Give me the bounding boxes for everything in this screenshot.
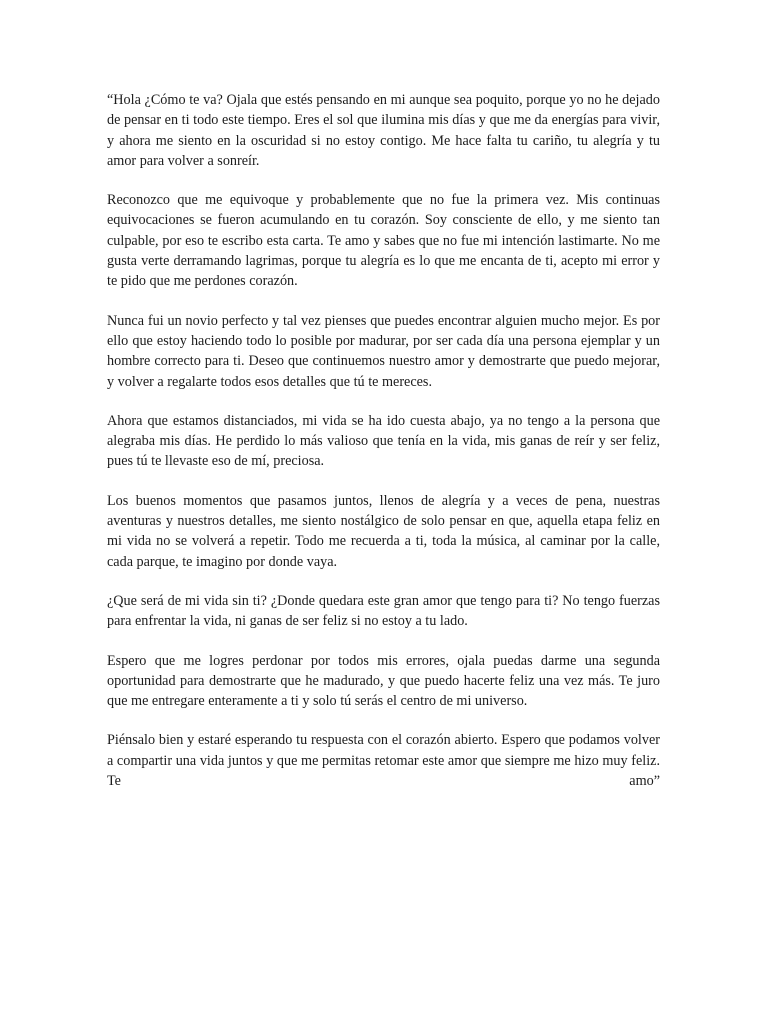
paragraph-closing: Piénsalo bien y estaré esperando tu respuesta con el corazón abierto. Espero que podamos volver a compartir una vida juntos y que me permitas retomar este amor que siempre me hizo muy feliz. Te amo” bbox=[107, 732, 660, 790]
letter-body bbox=[107, 90, 660, 810]
paragraph-questions: ¿Que será de mi vida sin ti? ¿Donde quedara este gran amor que tengo para ti? No tengo fuerzas para enfrentar la vida, ni ganas de ser feliz si no estoy a tu lado. bbox=[107, 592, 660, 630]
paragraph-greeting: “Hola ¿Cómo te va? Ojala que estés pensando en mi aunque sea poquito, porque yo no he dejado de pensar en ti todo este tiempo. Eres el sol que ilumina mis días y que me da energías para vivir, y ahora me siento en la oscuridad si no estoy contigo. Me hace falta tu cariño, tu alegría y tu amor para volver a sonreír. bbox=[107, 92, 660, 169]
paragraph-forgiveness: Espero que me logres perdonar por todos mis errores, ojala puedas darme una segunda oportunidad para demostrarte que he madurado, y que puedo hacerte feliz una vez más. Te juro que me entregare enteramente a ti y solo tú serás el centro de mi universo. bbox=[107, 652, 660, 710]
paragraph-apology: Reconozco que me equivoque y probablemente que no fue la primera vez. Mis continuas equivocaciones se fueron acumulando en tu corazón. Soy consciente de ello, y me siento tan culpable, por eso te escribo esta carta. Te amo y sabes que no fue mi intención lastimarte. No me gusta verte derramando lagrimas, porque tu alegría es lo que me encanta de ti, acepto mi error y te pido que me perdones corazón. bbox=[107, 192, 660, 290]
paragraph-distance: Ahora que estamos distanciados, mi vida se ha ido cuesta abajo, ya no tengo a la persona que alegraba mis días. He perdido lo más valioso que tenía en la vida, mis ganas de reír y ser feliz, pues tú te llevaste eso de mí, preciosa. bbox=[107, 412, 660, 470]
paragraph-memories: Los buenos momentos que pasamos juntos, llenos de alegría y a veces de pena, nuestras aventuras y nuestros detalles, me siento nostálgico de solo pensar en que, aquella etapa feliz en mi vida no se volverá a repetir. Todo me recuerda a ti, toda la música, al caminar por la calle, cada parque, te imagino por donde vaya. bbox=[107, 492, 660, 570]
paragraph-promise: Nunca fui un novio perfecto y tal vez pienses que puedes encontrar alguien mucho mejor. Es por ello que estoy haciendo todo lo posible por madurar, por ser cada día una persona ejemplar y un hombre correcto para ti. Deseo que continuemos nuestro amor y demostrarte que puedo mejorar, y volver a regalarte todos esos detalles que tú te mereces. bbox=[107, 312, 660, 390]
